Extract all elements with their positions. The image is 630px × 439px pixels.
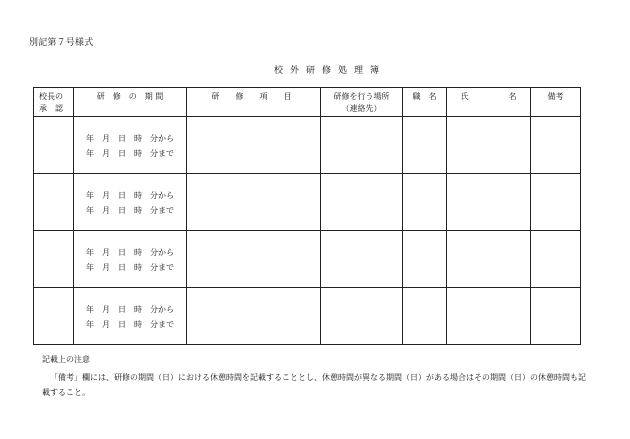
position-cell[interactable] bbox=[403, 174, 447, 231]
location-cell[interactable] bbox=[321, 174, 403, 231]
period-text: 年 月 日 時 分から 年 月 日 時 分まで bbox=[86, 305, 174, 329]
header-training-items: 研 修 項 目 bbox=[187, 88, 321, 117]
header-principal-approval: 校長の 承 認 bbox=[34, 88, 74, 117]
training-items-cell[interactable] bbox=[187, 288, 321, 345]
remarks-cell[interactable] bbox=[531, 117, 581, 174]
header-training-location: 研修を行う場所 （連絡先） bbox=[321, 88, 403, 117]
location-cell[interactable] bbox=[321, 117, 403, 174]
training-items-cell[interactable] bbox=[187, 174, 321, 231]
remarks-cell[interactable] bbox=[531, 231, 581, 288]
table-row bbox=[34, 174, 581, 231]
header-remarks: 備考 bbox=[531, 88, 581, 117]
period-text: 年 月 日 時 分から 年 月 日 時 分まで bbox=[86, 248, 174, 272]
period-text: 年 月 日 時 分から 年 月 日 時 分まで bbox=[86, 134, 174, 158]
header-training-period: 研 修 の 期 間 bbox=[74, 88, 187, 117]
table-row bbox=[34, 231, 581, 288]
position-cell[interactable] bbox=[403, 117, 447, 174]
position-cell[interactable] bbox=[403, 231, 447, 288]
header-position: 職 名 bbox=[403, 88, 447, 117]
name-cell[interactable] bbox=[447, 174, 531, 231]
period-text: 年 月 日 時 分から 年 月 日 時 分まで bbox=[86, 191, 174, 215]
training-items-cell[interactable] bbox=[187, 117, 321, 174]
notes-body: 「備考」欄には、研修の期間（日）における休憩時間を記載することとし、休憩時間が異なる期間（日）がある場合はその期間（日）の休憩時間も記載すること。 bbox=[42, 373, 586, 397]
approval-cell[interactable] bbox=[34, 174, 74, 231]
name-cell[interactable] bbox=[447, 288, 531, 345]
location-cell[interactable] bbox=[321, 231, 403, 288]
training-items-cell[interactable] bbox=[187, 231, 321, 288]
table-row bbox=[34, 117, 581, 174]
position-cell[interactable] bbox=[403, 288, 447, 345]
document-title: 校外研修処理簿 bbox=[273, 66, 386, 76]
header-name: 氏 名 bbox=[447, 88, 531, 117]
notes-title: 記載上の注意 bbox=[42, 355, 90, 364]
period-cell[interactable] bbox=[74, 174, 187, 231]
remarks-cell[interactable] bbox=[531, 174, 581, 231]
name-cell[interactable] bbox=[447, 117, 531, 174]
approval-cell[interactable] bbox=[34, 117, 74, 174]
location-cell[interactable] bbox=[321, 288, 403, 345]
remarks-cell[interactable] bbox=[531, 288, 581, 345]
period-cell[interactable] bbox=[74, 117, 187, 174]
period-cell[interactable] bbox=[74, 231, 187, 288]
form-label: 別記第７号様式 bbox=[29, 38, 94, 48]
approval-cell[interactable] bbox=[34, 288, 74, 345]
approval-cell[interactable] bbox=[34, 231, 74, 288]
training-register-table bbox=[33, 87, 581, 345]
table-header-row bbox=[34, 88, 581, 117]
name-cell[interactable] bbox=[447, 231, 531, 288]
table-row bbox=[34, 288, 581, 345]
period-cell[interactable] bbox=[74, 288, 187, 345]
